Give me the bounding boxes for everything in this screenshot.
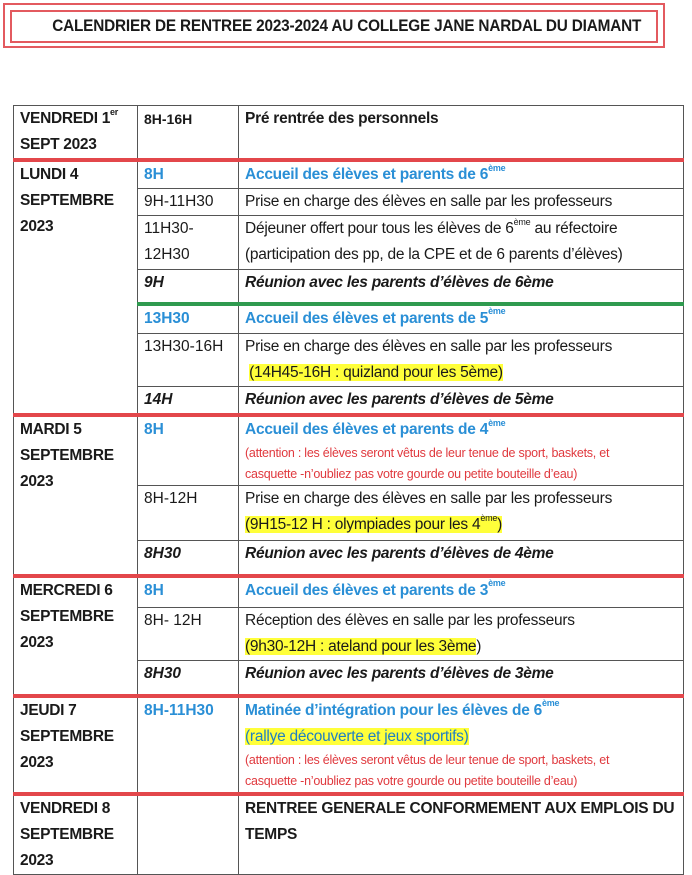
event-cell: Réunion avec les parents d’élèves de 4ème — [239, 541, 684, 576]
warning-note: casquette -n’oubliez pas votre gourde ou petite bouteille d’eau) — [245, 773, 578, 788]
event-sup: ème — [488, 578, 506, 589]
warning-note: (attention : les élèves seront vêtus de leur tenue de sport, baskets, et — [245, 752, 610, 767]
event-cell: Réunion avec les parents d’élèves de 5ème — [239, 387, 684, 416]
time-line: 12H30 — [144, 246, 190, 263]
day-year: 2023 — [20, 473, 54, 490]
time-cell: 8H-16H — [138, 106, 239, 161]
event-cell — [239, 216, 684, 270]
event-text: (participation des pp, de la CPE et de 6 parents d’élèves) — [245, 246, 623, 263]
day-cell-vendredi-1 — [14, 106, 138, 161]
highlighted-text: (14H45-16H : quizland pour les 5ème) — [249, 364, 503, 381]
day-cell-vendredi-8 — [14, 794, 138, 875]
event-cell — [239, 304, 684, 334]
event-sup: ème — [513, 216, 531, 227]
event-sup: ème — [488, 162, 506, 173]
event-sup: ème — [542, 698, 560, 709]
time-cell: 9H-11H30 — [138, 189, 239, 216]
event-cell: Prise en charge des élèves en salle par les professeurs — [239, 189, 684, 216]
event-text: Déjeuner offert pour tous les élèves de 6 — [245, 220, 514, 237]
event-text: Matinée d’intégration pour les élèves de 6 — [245, 701, 543, 719]
time-line: 11H30- — [144, 220, 194, 237]
event-text: Prise en charge des élèves en salle par les professeurs — [245, 338, 613, 355]
time-cell — [138, 794, 239, 875]
event-text: Prise en charge des élèves en salle par les professeurs — [245, 490, 613, 507]
page-title: CALENDRIER DE RENTREE 2023-2024 AU COLLEGE JANE NARDAL DU DIAMANT — [52, 17, 642, 35]
event-cell — [239, 160, 684, 189]
table-row — [14, 160, 684, 189]
event-cell — [239, 608, 684, 661]
day-year: 2023 — [20, 851, 54, 869]
day-month: SEPTEMBRE — [20, 447, 114, 464]
time-cell: 8H — [138, 415, 239, 486]
time-cell: 8H30 — [138, 541, 239, 576]
table-row — [14, 696, 684, 794]
day-label: MERCREDI 6 — [20, 581, 113, 599]
table-row — [14, 794, 684, 875]
time-cell: 8H — [138, 576, 239, 608]
day-cell-mercredi-6 — [14, 576, 138, 696]
event-text: Accueil des élèves et parents de 6 — [245, 166, 489, 183]
day-cell-lundi-4 — [14, 160, 138, 415]
day-year: 2023 — [20, 218, 54, 235]
highlighted-text — [245, 512, 503, 533]
event-text: Accueil des élèves et parents de 3 — [245, 581, 489, 599]
event-sup: ème — [488, 306, 506, 317]
day-cell-jeudi-7 — [14, 696, 138, 794]
time-cell: 8H30 — [138, 661, 239, 696]
time-cell: 8H — [138, 160, 239, 189]
time-cell: 8H- 12H — [138, 608, 239, 661]
event-text: Accueil des élèves et parents de 5 — [245, 309, 489, 327]
event-cell: RENTREE GENERALE CONFORMEMENT AUX EMPLOIS DU TEMPS — [239, 794, 684, 875]
highlight-part: ) — [497, 516, 503, 533]
day-label-sup: er — [110, 106, 118, 117]
time-cell: 13H30-16H — [138, 334, 239, 387]
event-text: Accueil des élèves et parents de 4 — [245, 421, 489, 438]
day-label: JEUDI 7 — [20, 701, 77, 719]
time-cell: 8H-11H30 — [138, 696, 239, 794]
warning-note: (attention : les élèves seront vêtus de leur tenue de sport, baskets, et — [245, 446, 610, 460]
warning-note: casquette -n’oubliez pas votre gourde ou petite bouteille d’eau) — [245, 467, 578, 481]
event-text: Réception des élèves en salle par les professeurs — [245, 612, 575, 629]
title-frame-inner — [10, 10, 658, 43]
day-month: SEPTEMBRE — [20, 607, 114, 625]
day-label: VENDREDI 8 — [20, 799, 111, 817]
highlight-sup: ème — [480, 512, 498, 523]
event-cell: Réunion avec les parents d’élèves de 3ème — [239, 661, 684, 696]
highlighted-text: (rallye découverte et jeux sportifs) — [245, 727, 469, 745]
event-cell — [239, 696, 684, 794]
day-year: 2023 — [20, 753, 54, 771]
day-cell-mardi-5 — [14, 415, 138, 576]
day-month: SEPTEMBRE — [20, 192, 114, 209]
day-month: SEPTEMBRE — [20, 825, 114, 843]
time-cell: 13H30 — [138, 304, 239, 334]
day-label: MARDI 5 — [20, 421, 82, 438]
event-cell — [239, 486, 684, 541]
time-cell: 9H — [138, 270, 239, 304]
time-cell: 14H — [138, 387, 239, 416]
day-label: VENDREDI 1 — [20, 110, 111, 127]
time-cell — [138, 216, 239, 270]
event-cell — [239, 334, 684, 387]
event-cell — [239, 415, 684, 486]
event-sup: ème — [488, 417, 506, 428]
calendar-table — [13, 105, 684, 875]
day-label: LUNDI 4 — [20, 166, 79, 183]
event-cell — [239, 576, 684, 608]
day-year: 2023 — [20, 633, 54, 651]
table-row — [14, 106, 684, 161]
event-text: ) — [476, 638, 482, 655]
event-cell: Réunion avec les parents d’élèves de 6ème — [239, 270, 684, 304]
day-date: SEPT 2023 — [20, 136, 97, 153]
highlight-part: (9H15-12 H : olympiades pour les 4 — [245, 516, 481, 533]
event-cell: Pré rentrée des personnels — [239, 106, 684, 161]
highlighted-text: (9h30-12H : ateland pour les 3ème — [245, 638, 477, 655]
table-row — [14, 576, 684, 608]
time-cell: 8H-12H — [138, 486, 239, 541]
day-month: SEPTEMBRE — [20, 727, 114, 745]
table-row — [14, 415, 684, 486]
event-text: au réfectoire — [530, 220, 618, 237]
